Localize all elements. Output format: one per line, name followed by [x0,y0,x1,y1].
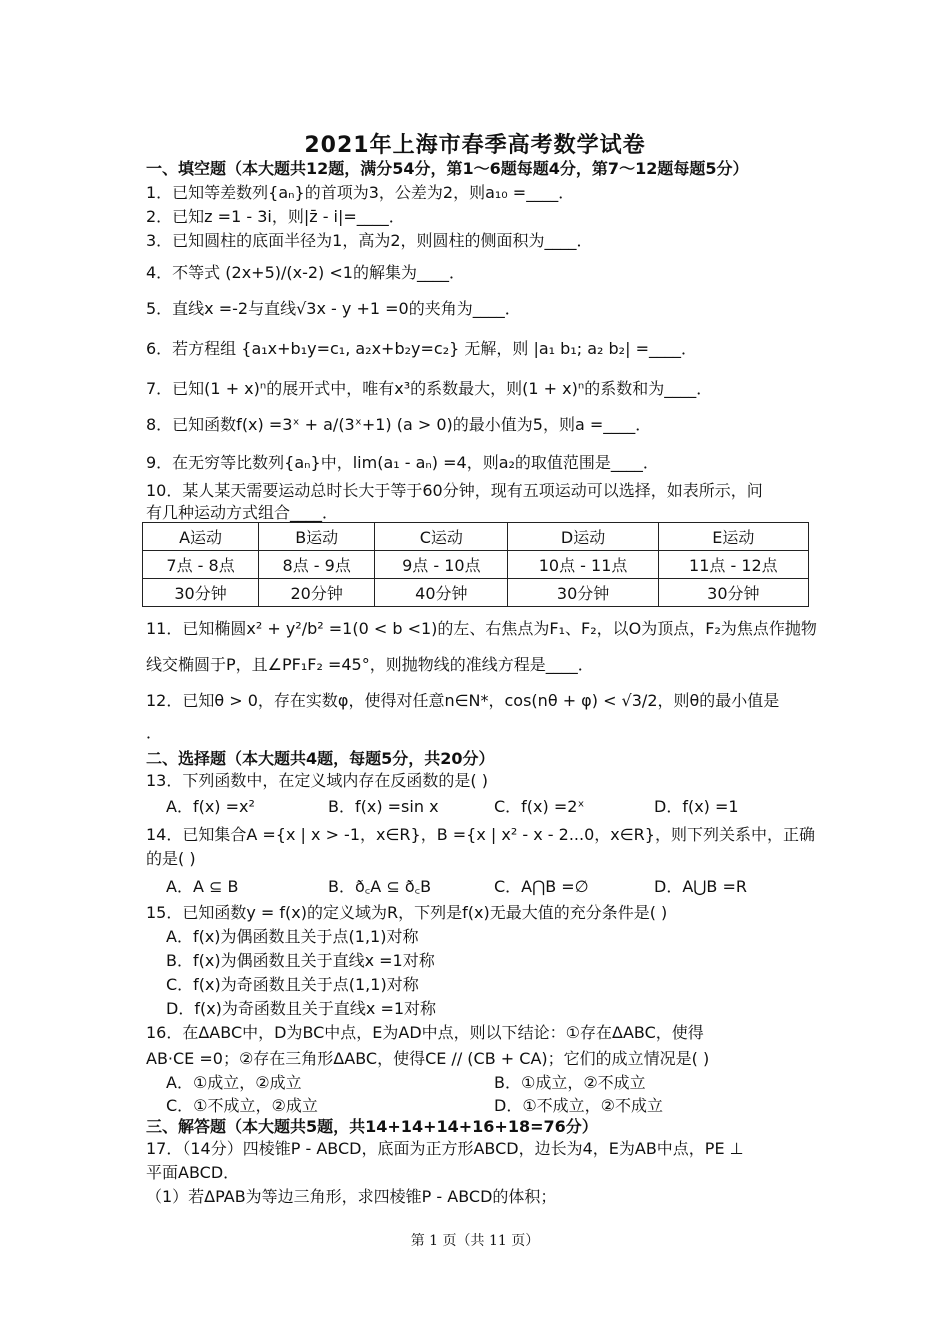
question-15-option-d: D．f(x)为奇函数且关于直线x =1对称 [166,999,437,1018]
question-5: 5．直线x =-2与直线√3x - y +1 =0的夹角为____． [146,299,521,318]
question-15: 15．已知函数y = f(x)的定义域为R，下列是f(x)无最大值的充分条件是( ) [146,903,668,922]
question-16-option-a: A．①成立，②成立 [166,1073,302,1092]
question-11-line-1: 11．已知椭圆x² + y²/b² =1(0 < b <1)的左、右焦点为F₁、F₂，以O为顶点，F₂为焦点作抛物 [146,619,817,638]
question-16-option-c: C．①不成立，②成立 [166,1096,318,1115]
table-cell: 9点 - 10点 [375,551,508,579]
section-2-heading: 二、选择题（本大题共4题，每题5分，共20分） [146,749,495,768]
question-14-option-d: D．A⋃B =R [654,877,747,896]
table-cell: 11点 - 12点 [658,551,808,579]
question-2: 2．已知z =1 - 3i，则|z̄ - i|=____． [146,207,405,226]
question-15-option-a: A．f(x)为偶函数且关于点(1,1)对称 [166,927,419,946]
question-11-line-2: 线交椭圆于P，且∠PF₁F₂ =45°，则抛物线的准线方程是____． [146,655,594,674]
question-13-option-b: B．f(x) =sin x [328,797,439,816]
question-10-line-2: 有几种运动方式组合____． [146,503,339,522]
table-row [143,551,809,579]
question-10-line-1: 10．某人某天需要运动总时长大于等于60分钟，现有五项运动可以选择，如表所示，问 [146,481,763,500]
table-cell: 10点 - 11点 [508,551,658,579]
question-14-option-a: A．A ⊆ B [166,877,239,896]
table-cell: 30分钟 [143,579,259,607]
table-row [143,579,809,607]
table-cell: A运动 [143,523,259,551]
table-cell: 20分钟 [259,579,375,607]
question-6: 6．若方程组 {a₁x+b₁y=c₁, a₂x+b₂y=c₂} 无解，则 |a₁ b₁; a₂ b₂| =____． [146,339,697,358]
question-13-option-d: D．f(x) =1 [654,797,739,816]
question-14-option-c: C．A⋂B =∅ [494,877,589,896]
exercise-table [142,522,809,607]
question-17-line-2: 平面ABCD． [146,1163,240,1182]
question-13-option-a: A．f(x) =x² [166,797,255,816]
question-17-part-1: （1）若ΔPAB为等边三角形，求四棱锥P - ABCD的体积； [146,1187,557,1206]
question-16-line-2: AB·CE =0；②存在三角形ΔABC，使得CE // (CB + CA)；它们的成立情况是( ) [146,1049,710,1068]
question-4: 4．不等式 (2x+5)/(x-2) <1的解集为____． [146,263,465,282]
question-1: 1．已知等差数列{aₙ}的首项为3，公差为2，则a₁₀ =____． [146,183,575,202]
question-12-line-2: ． [146,723,163,742]
table-cell: D运动 [508,523,658,551]
question-13: 13．下列函数中，在定义域内存在反函数的是( ) [146,771,488,790]
question-14-line-2: 的是( ) [146,849,196,868]
question-17-line-1: 17．（14分）四棱锥P - ABCD，底面为正方形ABCD，边长为4，E为AB中点，PE ⊥ [146,1139,744,1158]
table-cell: 7点 - 8点 [143,551,259,579]
question-16-option-d: D．①不成立，②不成立 [494,1096,664,1115]
question-14-option-b: B．ð꜀A ⊆ ð꜀B [328,877,432,896]
question-15-option-b: B．f(x)为偶函数且关于直线x =1对称 [166,951,435,970]
question-8: 8．已知函数f(x) =3ˣ + a/(3ˣ+1) (a > 0)的最小值为5，则a =____． [146,415,652,434]
section-3-heading: 三、解答题（本大题共5题，共14+14+14+16+18=76分） [146,1117,598,1136]
question-3: 3．已知圆柱的底面半径为1，高为2，则圆柱的侧面积为____． [146,231,593,250]
table-cell: 8点 - 9点 [259,551,375,579]
page-footer: 第 1 页（共 11 页） [410,1233,540,1249]
table-cell: B运动 [259,523,375,551]
question-13-option-c: C．f(x) =2ˣ [494,797,585,816]
table-cell: C运动 [375,523,508,551]
table-cell: 30分钟 [658,579,808,607]
question-9: 9．在无穷等比数列{aₙ}中，lim(a₁ - aₙ) =4，则a₂的取值范围是____． [146,453,659,472]
question-15-option-c: C．f(x)为奇函数且关于点(1,1)对称 [166,975,419,994]
table-header-row [143,523,809,551]
section-1-heading: 一、填空题（本大题共12题，满分54分，第1～6题每题4分，第7～12题每题5分） [146,159,749,178]
question-16-line-1: 16．在ΔABC中，D为BC中点，E为AD中点，则以下结论：①存在ΔABC，使得 [146,1023,704,1042]
question-12-line-1: 12．已知θ > 0，存在实数φ，使得对任意n∈N*，cos(nθ + φ) < √3/2，则θ的最小值是 [146,691,780,710]
question-16-option-b: B．①成立，②不成立 [494,1073,646,1092]
table-cell: 40分钟 [375,579,508,607]
question-14-line-1: 14．已知集合A ={x | x > -1，x∈R}，B ={x | x² - x - 2...0，x∈R}，则下列关系中，正确 [146,825,815,844]
question-7: 7．已知(1 + x)ⁿ的展开式中，唯有x³的系数最大，则(1 + x)ⁿ的系数和为____． [146,379,713,398]
page-title: 2021年上海市春季高考数学试卷 [304,133,646,158]
table-cell: 30分钟 [508,579,658,607]
table-cell: E运动 [658,523,808,551]
